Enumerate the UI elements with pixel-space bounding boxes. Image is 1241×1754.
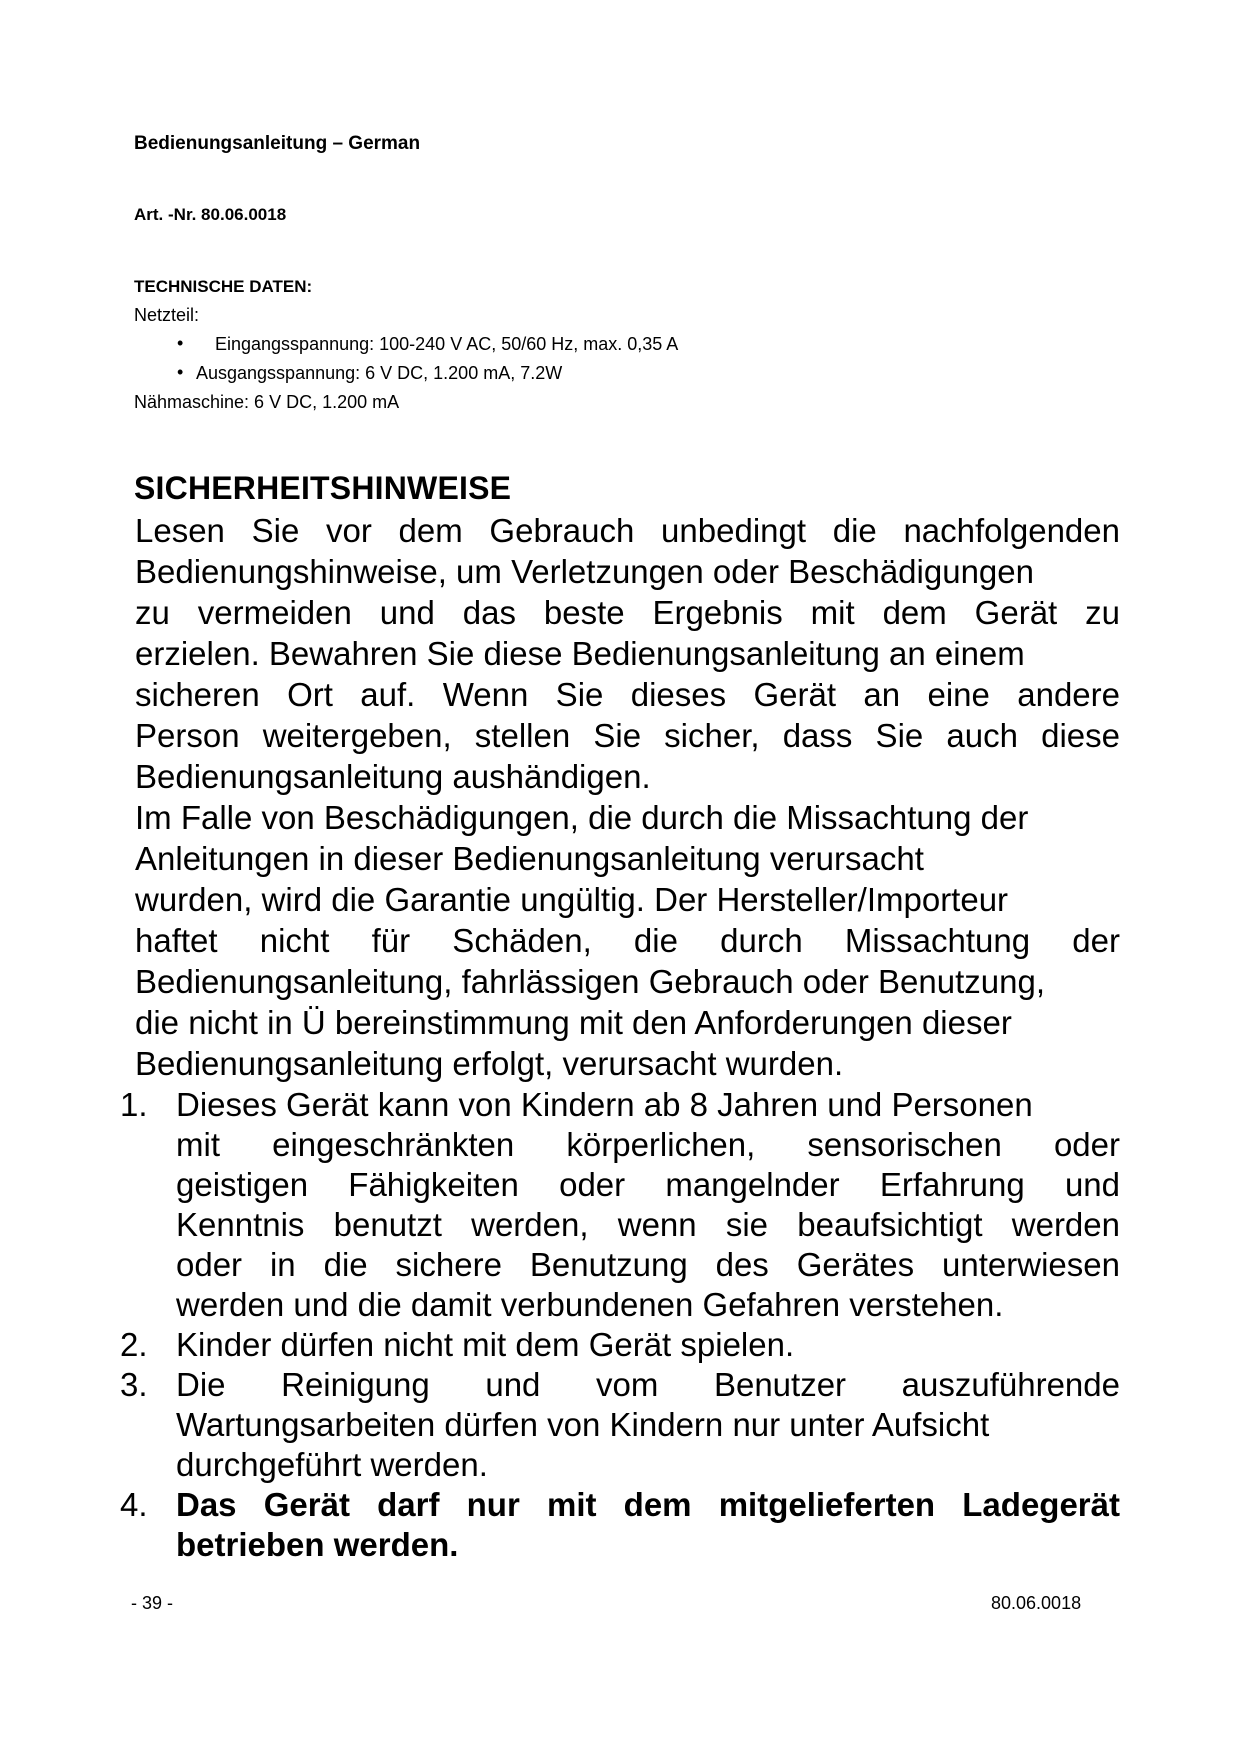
text-line: Die Reinigung und vom Benutzer auszuführende xyxy=(176,1366,1120,1403)
text-line: werden und die damit verbundenen Gefahren verstehen. xyxy=(176,1286,1004,1323)
text-line: Bedienungsanleitung aushändigen. xyxy=(135,758,651,795)
page-number: - 39 - xyxy=(131,1593,174,1613)
list-number: 4. xyxy=(120,1486,148,1523)
list-item xyxy=(120,1085,1120,1325)
text-line: erzielen. Bewahren Sie diese Bedienungsanleitung an einem xyxy=(135,635,1025,672)
list-item xyxy=(120,1365,1120,1485)
text-line: mit eingeschränkten körperlichen, sensorischen oder xyxy=(176,1126,1120,1163)
list-item xyxy=(120,1325,1120,1365)
text-line: Wartungsarbeiten dürfen von Kindern nur unter Aufsicht xyxy=(176,1406,990,1443)
text-line: zu vermeiden und das beste Ergebnis mit dem Gerät zu xyxy=(135,594,1120,631)
footer-article-code: 80.06.0018 xyxy=(991,1593,1082,1613)
article-number: Art. -Nr. 80.06.0018 xyxy=(134,205,287,224)
text-line: Person weitergeben, stellen Sie sicher, dass Sie auch diese xyxy=(135,717,1120,754)
text-line: sicheren Ort auf. Wenn Sie dieses Gerät an eine andere xyxy=(135,676,1120,713)
text-line: Bedienungsanleitung, fahrlässigen Gebrauch oder Benutzung, xyxy=(135,963,1045,1000)
list-number: 2. xyxy=(120,1326,148,1363)
safety-paragraph-2 xyxy=(135,797,1120,1084)
safety-paragraph-1 xyxy=(135,510,1120,797)
text-line: Anleitungen in dieser Bedienungsanleitung verursacht xyxy=(135,840,924,877)
text-line: geistigen Fähigkeiten oder mangelnder Erfahrung und xyxy=(176,1166,1120,1203)
document-title: Bedienungsanleitung – German xyxy=(134,133,421,154)
text-line: haftet nicht für Schäden, die durch Missachtung der xyxy=(135,922,1120,959)
safety-heading: SICHERHEITSHINWEISE xyxy=(134,470,512,506)
input-voltage: Eingangsspannung: 100-240 V AC, 50/60 Hz, max. 0,35 A xyxy=(215,334,679,354)
output-voltage: Ausgangsspannung: 6 V DC, 1.200 mA, 7.2W xyxy=(196,363,563,383)
text-line: Lesen Sie vor dem Gebrauch unbedingt die nachfolgenden xyxy=(135,512,1120,549)
list-item xyxy=(120,1485,1120,1565)
text-line: Das Gerät darf nur mit dem mitgelieferten Ladegerät xyxy=(176,1486,1120,1523)
list-number: 3. xyxy=(120,1366,148,1403)
text-line: Kenntnis benutzt werden, wenn sie beaufsichtigt werden xyxy=(176,1206,1120,1243)
text-line: wurden, wird die Garantie ungültig. Der Hersteller/Importeur xyxy=(135,881,1009,918)
text-line: oder in die sichere Benutzung des Gerätes unterwiesen xyxy=(176,1246,1120,1283)
text-line: Dieses Gerät kann von Kindern ab 8 Jahren und Personen xyxy=(176,1086,1033,1123)
netzteil-label: Netzteil: xyxy=(134,305,200,325)
bullet-dot: • xyxy=(177,362,184,382)
bullet-dot: • xyxy=(177,333,184,353)
text-line: durchgeführt werden. xyxy=(176,1446,488,1483)
machine-spec: Nähmaschine: 6 V DC, 1.200 mA xyxy=(134,392,400,412)
safety-list xyxy=(120,1085,1120,1565)
text-line: die nicht in Ü bereinstimmung mit den Anforderungen dieser xyxy=(135,1004,1012,1041)
tech-data-heading: TECHNISCHE DATEN: xyxy=(134,277,313,296)
text-line: Bedienungsanleitung erfolgt, verursacht wurden. xyxy=(135,1045,844,1082)
text-line: Bedienungshinweise, um Verletzungen oder Beschädigungen xyxy=(135,553,1034,590)
text-line: Im Falle von Beschädigungen, die durch die Missachtung der xyxy=(135,799,1029,836)
text-line: Kinder dürfen nicht mit dem Gerät spielen. xyxy=(176,1326,795,1363)
list-number: 1. xyxy=(120,1086,148,1123)
text-line: betrieben werden. xyxy=(176,1526,459,1563)
